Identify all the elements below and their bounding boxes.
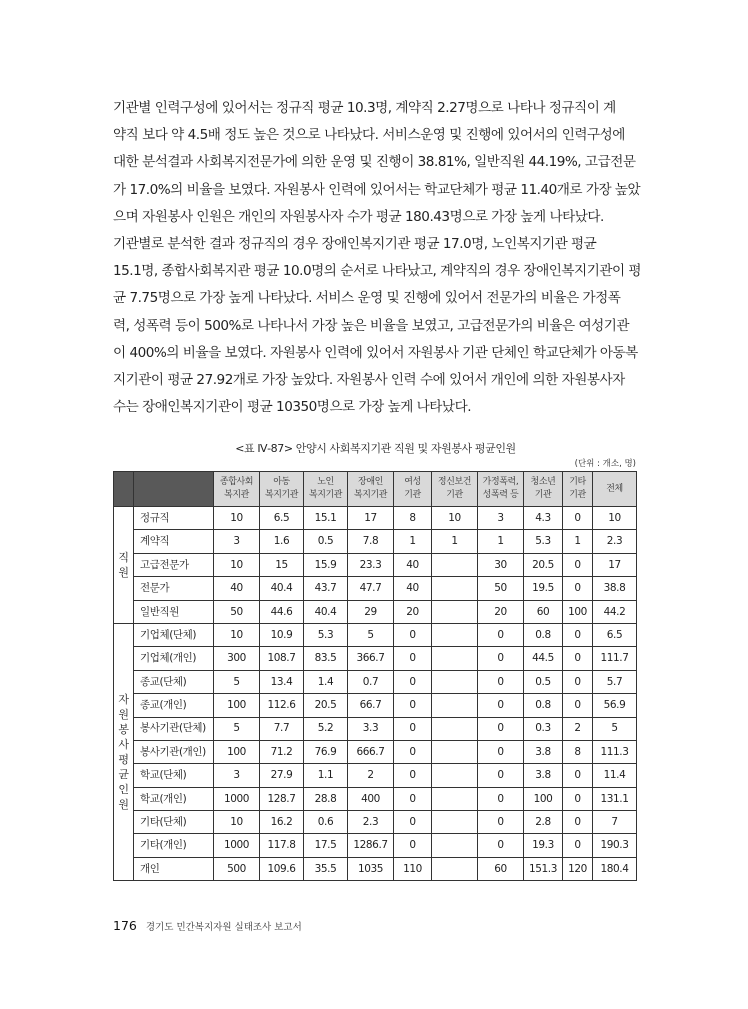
table-cell: 10.9: [260, 623, 304, 646]
table-cell: 7.8: [348, 530, 394, 553]
paragraph-line: 이 400%의 비율을 보였다. 자원봉사 인력에 있어서 자원봉사 기관 단체인 학교단체가 아동복: [113, 344, 638, 361]
column-header: [260, 472, 304, 507]
table-cell: 0: [478, 811, 524, 834]
table-cell: 3.8: [524, 764, 563, 787]
table-cell: 17: [348, 507, 394, 530]
table-cell: 40.4: [260, 577, 304, 600]
table-cell: 2.3: [348, 811, 394, 834]
column-header-line: 복지관: [224, 490, 249, 500]
table-cell: 109.6: [260, 857, 304, 880]
table-cell: 5.3: [524, 530, 563, 553]
column-header-line: 기관: [569, 490, 586, 500]
table-cell: 10: [214, 623, 260, 646]
row-label: 일반직원: [134, 600, 214, 623]
table-cell: [432, 857, 478, 880]
table-header-row: [114, 472, 637, 507]
header-blank-cell: [134, 472, 214, 507]
table-cell: 7: [593, 811, 637, 834]
table-cell: 20: [394, 600, 432, 623]
table-cell: 47.7: [348, 577, 394, 600]
table-cell: 0.8: [524, 623, 563, 646]
table-cell: 3.8: [524, 740, 563, 763]
row-label: 정규직: [134, 507, 214, 530]
row-label: 기업체(단체): [134, 623, 214, 646]
table-cell: 7.7: [260, 717, 304, 740]
table-row: [114, 577, 637, 600]
table-cell: [432, 577, 478, 600]
table-cell: 60: [524, 600, 563, 623]
table-cell: 1.6: [260, 530, 304, 553]
table-cell: 2: [563, 717, 593, 740]
column-header-line: 정신보건: [437, 477, 472, 487]
column-header-line: 아동: [273, 477, 290, 487]
table-cell: 40: [394, 553, 432, 576]
table-cell: 13.4: [260, 670, 304, 693]
paragraph-line: 기관별 인력구성에 있어서는 정규직 평균 10.3명, 계약직 2.27명으로 나타나 정규직이 계: [113, 100, 616, 116]
table-unit: (단위 : 개소, 명): [574, 459, 636, 469]
table-cell: 0: [478, 764, 524, 787]
table-cell: 0: [563, 507, 593, 530]
table-cell: 190.3: [593, 834, 637, 857]
table-cell: 43.7: [304, 577, 348, 600]
table-cell: 0: [478, 740, 524, 763]
table-cell: 0: [478, 834, 524, 857]
group-label-char: 원: [118, 565, 129, 579]
table-cell: 0: [563, 647, 593, 670]
table-cell: 11.4: [593, 764, 637, 787]
table-cell: 1000: [214, 787, 260, 810]
table-cell: 6.5: [260, 507, 304, 530]
row-label: 학교(개인): [134, 787, 214, 810]
table-cell: 500: [214, 857, 260, 880]
table-cell: 0: [563, 577, 593, 600]
table-cell: 30: [478, 553, 524, 576]
table-cell: 180.4: [593, 857, 637, 880]
row-label: 기타(단체): [134, 811, 214, 834]
table-cell: [432, 600, 478, 623]
column-header: [348, 472, 394, 507]
table-cell: 1.4: [304, 670, 348, 693]
table-cell: 44.2: [593, 600, 637, 623]
paragraph-line: 수는 장애인복지기관이 평균 10350명으로 가장 높게 나타났다.: [113, 399, 472, 416]
group-label-char: 인: [118, 783, 129, 797]
group-label-char: 직: [118, 550, 129, 564]
row-label: 기업체(개인): [134, 647, 214, 670]
table-cell: 5.2: [304, 717, 348, 740]
table-cell: 3: [214, 530, 260, 553]
table-cell: 1: [394, 530, 432, 553]
table-cell: 0: [563, 764, 593, 787]
table-cell: 71.2: [260, 740, 304, 763]
table-cell: 108.7: [260, 647, 304, 670]
table-row: [114, 507, 637, 530]
table-cell: 50: [478, 577, 524, 600]
column-header: [214, 472, 260, 507]
table-cell: 0.5: [304, 530, 348, 553]
column-header-line: 기타: [569, 477, 586, 487]
table-cell: 83.5: [304, 647, 348, 670]
group-label-char: 균: [118, 768, 129, 782]
row-label: 계약직: [134, 530, 214, 553]
group-label: [114, 507, 134, 624]
table-cell: 120: [563, 857, 593, 880]
table-cell: 0: [563, 670, 593, 693]
table-cell: 20.5: [524, 553, 563, 576]
table-cell: 0: [394, 623, 432, 646]
column-header: [478, 472, 524, 507]
table-cell: 0: [478, 787, 524, 810]
table-cell: 1: [563, 530, 593, 553]
table-cell: 0: [394, 670, 432, 693]
table-cell: 28.8: [304, 787, 348, 810]
column-header-line: 장애인: [358, 477, 383, 487]
table-cell: 15.1: [304, 507, 348, 530]
table-cell: 0.8: [524, 694, 563, 717]
table-cell: 100: [214, 694, 260, 717]
table-cell: 19.5: [524, 577, 563, 600]
table-cell: 1: [478, 530, 524, 553]
table-row: [114, 670, 637, 693]
table-cell: 3: [478, 507, 524, 530]
table-row: [114, 530, 637, 553]
table-cell: 366.7: [348, 647, 394, 670]
table-cell: 0: [563, 553, 593, 576]
table-cell: 1035: [348, 857, 394, 880]
table-cell: 5: [214, 670, 260, 693]
table-cell: 131.1: [593, 787, 637, 810]
table-cell: 0: [394, 647, 432, 670]
table-cell: 0: [563, 787, 593, 810]
table-cell: 5: [214, 717, 260, 740]
table-cell: 76.9: [304, 740, 348, 763]
table-row: [114, 717, 637, 740]
table-row: [114, 600, 637, 623]
table-cell: 35.5: [304, 857, 348, 880]
table-cell: [432, 647, 478, 670]
column-header: [593, 472, 637, 507]
table-cell: 0: [394, 764, 432, 787]
column-header-line: 여성: [404, 477, 421, 487]
column-header: [394, 472, 432, 507]
column-header: [524, 472, 563, 507]
staff-volunteer-table: [113, 471, 637, 881]
column-header-line: 복지기관: [264, 490, 299, 500]
paragraph-line: 대한 분석결과 사회복지전문가에 의한 운영 및 진행이 38.81%, 일반직원 44.19%, 고급전문: [113, 154, 636, 171]
paragraph-line: 약직 보다 약 4.5배 정도 높은 것으로 나타났다. 서비스운영 및 진행에 있어서의 인력구성에: [113, 127, 625, 144]
header-blank-cell: [114, 472, 134, 507]
page-footer: [113, 918, 302, 933]
table-cell: 111.7: [593, 647, 637, 670]
table-cell: 1000: [214, 834, 260, 857]
table-cell: 0: [478, 670, 524, 693]
table-cell: 0: [563, 811, 593, 834]
table-cell: 666.7: [348, 740, 394, 763]
table-cell: 0: [478, 647, 524, 670]
table-cell: [432, 764, 478, 787]
table-cell: 0: [394, 717, 432, 740]
table-row: [114, 834, 637, 857]
table-cell: 27.9: [260, 764, 304, 787]
table-cell: 17.5: [304, 834, 348, 857]
table-cell: 0: [394, 811, 432, 834]
table-cell: 10: [214, 507, 260, 530]
table-cell: 1286.7: [348, 834, 394, 857]
paragraph-2: [113, 231, 642, 421]
table-row: [114, 811, 637, 834]
table-cell: 1.1: [304, 764, 348, 787]
table-cell: 2.3: [593, 530, 637, 553]
table-row: [114, 553, 637, 576]
group-label-char: 원: [118, 798, 129, 812]
table-cell: 5.7: [593, 670, 637, 693]
table-cell: [432, 740, 478, 763]
row-label: 봉사기관(단체): [134, 717, 214, 740]
table-cell: 0.7: [348, 670, 394, 693]
table-cell: 56.9: [593, 694, 637, 717]
group-label-char: 원: [118, 708, 129, 722]
table-cell: 0: [478, 694, 524, 717]
table-cell: 1: [432, 530, 478, 553]
column-header-line: 기관: [404, 490, 421, 500]
group-label-char: 사: [118, 738, 129, 752]
row-label: 종교(단체): [134, 670, 214, 693]
table-cell: 0: [394, 740, 432, 763]
table-cell: [432, 623, 478, 646]
paragraph-line: 15.1명, 종합사회복지관 평균 10.0명의 순서로 나타났고, 계약직의 경우 장애인복지기관이 평: [113, 263, 642, 280]
table-cell: 20: [478, 600, 524, 623]
row-label: 학교(단체): [134, 764, 214, 787]
column-header-line: 노인: [317, 477, 334, 487]
table-cell: 10: [593, 507, 637, 530]
row-label: 개인: [134, 857, 214, 880]
row-label: 고급전문가: [134, 553, 214, 576]
table-cell: 10: [214, 553, 260, 576]
table-caption: <표 Ⅳ-87> 안양시 사회복지기관 직원 및 자원봉사 평균인원: [235, 442, 516, 455]
table-cell: 23.3: [348, 553, 394, 576]
column-header-line: 가정폭력,: [482, 477, 519, 487]
table-cell: 117.8: [260, 834, 304, 857]
column-header-line: 전체: [606, 483, 623, 494]
table-cell: [432, 787, 478, 810]
table-cell: 100: [524, 787, 563, 810]
paragraph-line: 력, 성폭력 등이 500%로 나타나서 가장 높은 비율을 보였고, 고급전문가의 비율은 여성기관: [113, 317, 630, 334]
row-label: 종교(개인): [134, 694, 214, 717]
table-cell: 5.3: [304, 623, 348, 646]
table-cell: 44.6: [260, 600, 304, 623]
footer-title: 경기도 민간복지자원 실태조사 보고서: [145, 922, 302, 933]
table-cell: 16.2: [260, 811, 304, 834]
table-cell: 40: [214, 577, 260, 600]
group-label-char: 봉: [118, 723, 129, 737]
table-cell: 17: [593, 553, 637, 576]
group-label: [114, 623, 134, 880]
row-label: 봉사기관(개인): [134, 740, 214, 763]
table-cell: 40: [394, 577, 432, 600]
table-cell: 110: [394, 857, 432, 880]
table-cell: 0: [478, 623, 524, 646]
table-cell: 15.9: [304, 553, 348, 576]
table-cell: 3.3: [348, 717, 394, 740]
table-cell: 66.7: [348, 694, 394, 717]
column-header-line: 복지기관: [308, 490, 343, 500]
column-header: [563, 472, 593, 507]
table-cell: 4.3: [524, 507, 563, 530]
table-cell: [432, 553, 478, 576]
table-row: [114, 694, 637, 717]
table-cell: 2: [348, 764, 394, 787]
table-cell: 19.3: [524, 834, 563, 857]
table-row: [114, 740, 637, 763]
table-cell: 5: [348, 623, 394, 646]
table-cell: [432, 811, 478, 834]
table-cell: 5: [593, 717, 637, 740]
table-cell: 112.6: [260, 694, 304, 717]
table-cell: 10: [214, 811, 260, 834]
table-cell: 111.3: [593, 740, 637, 763]
group-label-char: 평: [118, 753, 129, 767]
table-cell: 44.5: [524, 647, 563, 670]
column-header-line: 기관: [534, 490, 552, 500]
table-cell: 20.5: [304, 694, 348, 717]
table-cell: 0: [563, 623, 593, 646]
group-label-char: 자: [118, 693, 129, 707]
table-cell: 38.8: [593, 577, 637, 600]
table-cell: 8: [563, 740, 593, 763]
table-cell: [432, 670, 478, 693]
table-cell: [432, 717, 478, 740]
table-cell: 128.7: [260, 787, 304, 810]
table-cell: 10: [432, 507, 478, 530]
paragraph-line: 가 17.0%의 비율을 보였다. 자원봉사 인력에 있어서는 학교단체가 평균 11.40개로 가장 높았: [113, 181, 641, 198]
column-header-line: 기관: [446, 490, 463, 500]
column-header: [432, 472, 478, 507]
table-cell: 0: [394, 694, 432, 717]
table-row: [114, 764, 637, 787]
table-cell: 0: [563, 694, 593, 717]
paragraph-line: 기관별로 분석한 결과 정규직의 경우 장애인복지기관 평균 17.0명, 노인복지기관 평균: [113, 236, 597, 252]
page-number: 176: [113, 918, 137, 933]
table-row: [114, 647, 637, 670]
table-cell: 40.4: [304, 600, 348, 623]
table-cell: 0: [394, 787, 432, 810]
table-row: [114, 787, 637, 810]
paragraph-1: [113, 95, 641, 231]
column-header-line: 성폭력 등: [482, 490, 519, 500]
table-cell: 6.5: [593, 623, 637, 646]
table-row: [114, 857, 637, 880]
paragraph-line: 지기관이 평균 27.92개로 가장 높았다. 자원봉사 인력 수에 있어서 개인에 의한 자원봉사자: [113, 371, 625, 388]
paragraph-line: 균 7.75명으로 가장 높게 나타났다. 서비스 운영 및 진행에 있어서 전문가의 비율은 가정폭: [113, 290, 621, 307]
table-cell: 100: [214, 740, 260, 763]
table-cell: 0.5: [524, 670, 563, 693]
table-cell: 8: [394, 507, 432, 530]
table-cell: [432, 694, 478, 717]
table-cell: 0: [563, 834, 593, 857]
paragraph-line: 으며 자원봉사 인원은 개인의 자원봉사자 수가 평균 180.43명으로 가장 높게 나타났다.: [113, 208, 604, 225]
table-cell: 15: [260, 553, 304, 576]
table-cell: 0: [478, 717, 524, 740]
table-cell: 400: [348, 787, 394, 810]
table-cell: 151.3: [524, 857, 563, 880]
table-cell: 100: [563, 600, 593, 623]
table-cell: 3: [214, 764, 260, 787]
column-header-line: 청소년: [530, 477, 556, 487]
row-label: 기타(개인): [134, 834, 214, 857]
table-cell: 0.3: [524, 717, 563, 740]
table-row: [114, 623, 637, 646]
row-label: 전문가: [134, 577, 214, 600]
column-header-line: 종합사회: [219, 477, 254, 487]
table-cell: 2.8: [524, 811, 563, 834]
table-cell: 300: [214, 647, 260, 670]
table-cell: 0.6: [304, 811, 348, 834]
column-header: [304, 472, 348, 507]
column-header-line: 복지기관: [353, 490, 388, 500]
table-cell: 50: [214, 600, 260, 623]
table-cell: [432, 834, 478, 857]
table-cell: 29: [348, 600, 394, 623]
table-cell: 0: [394, 834, 432, 857]
table-cell: 60: [478, 857, 524, 880]
